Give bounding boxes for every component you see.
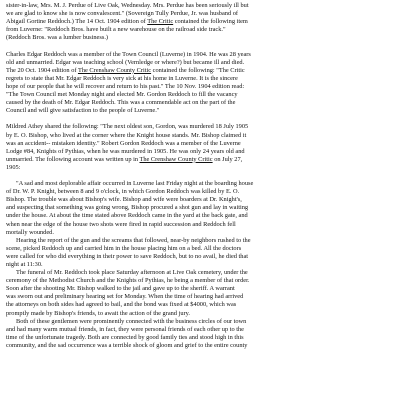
text-line — [6, 123, 394, 131]
text-line — [6, 212, 394, 220]
paragraph-spacer — [6, 115, 394, 123]
text-segment: Hearing the report of the gun and the screams that followed, near-by neighbors rushed to the — [16, 236, 251, 244]
text-segment: Abigail Gortine Reddoch.) The 14 Oct. 1904 edition of — [6, 18, 148, 26]
text-line — [6, 293, 394, 301]
text-line — [6, 83, 394, 91]
text-segment: was an accident-- mistaken identity." Robert Gordon Reddoch was a member of the Luverne — [6, 139, 241, 147]
text-segment: Mildred Athey shared the following: "The next oldest son, Gordon, was murdered 18 July 1905 — [6, 123, 249, 131]
text-segment: were called for who did everything in their power to save Reddoch, but to no avail, he died that — [6, 252, 249, 260]
text-segment: unmarried. The following account was written up in — [6, 155, 140, 163]
text-segment: Both of these gentlemen were prominently connected with the business circles of our town — [16, 317, 247, 325]
text-line — [6, 221, 394, 229]
text-line — [6, 285, 394, 293]
text-line — [6, 310, 394, 318]
text-segment: sister-in-law, Mrs. M. J. Perdue of Live Oak, Wednesday. Mrs. Perdue has been seriously ill but — [6, 2, 249, 9]
text-line — [6, 156, 394, 164]
text-line — [6, 196, 394, 204]
text-segment: night at 11:30. — [6, 261, 43, 268]
text-line — [6, 269, 394, 277]
paragraph-p5 — [6, 237, 394, 269]
text-line — [6, 26, 394, 34]
text-segment: and suspecting that something was going wrong, Bishop procured a shot gun and lay in waiting — [6, 204, 249, 212]
paragraph-p4 — [6, 180, 394, 237]
text-line — [6, 180, 394, 188]
text-line — [6, 10, 394, 18]
text-line — [6, 261, 394, 269]
paragraph-p6 — [6, 269, 394, 318]
text-segment: The 20 Oct. 1904 edition of — [6, 66, 78, 74]
paragraph-p1 — [6, 2, 394, 42]
text-line — [6, 164, 394, 172]
text-line — [6, 204, 394, 212]
text-segment: from Luverne: "Reddoch Bros. have built a new warehouse on the railroad side track." — [6, 26, 226, 34]
text-line — [6, 301, 394, 309]
text-segment: community, and the sad occurrence was a terrible shock of gloom and grief to the entire county — [6, 341, 248, 349]
text-segment: on July 27, — [212, 155, 243, 163]
text-line — [6, 132, 394, 140]
text-segment: of Dr. W. P. Knight, between 8 and 9 o'clock, in which Gordon Reddoch was killed by E. O. — [6, 188, 240, 196]
text-segment: hope of our people that he will recover and return to his past." The 10 Nov. 1904 edition read: — [6, 82, 245, 90]
text-line — [6, 18, 394, 26]
text-segment: by E. O. Bishop, who lived at the corner where the Knight house stands. Mr. Bishop claimed it — [6, 131, 247, 139]
text-segment: "The Town Council met Monday night and elected Mr. Gordon Reddoch to fill the vacancy — [6, 91, 238, 99]
text-segment: ceremony of the Methodist Church and the Knights of Pythias, he being a member of that order. — [6, 277, 250, 285]
text-segment: regrets to state that Mr. Edgar Reddoch is very sick at his home in Luverne. It is the sincere — [6, 74, 238, 82]
text-segment: old and unmarried. Edgar was teaching school (Vernledge or where?) but became ill and died. — [6, 58, 245, 66]
text-segment: the attorneys on both sides had agreed to bail, and the bond was fixed at $4000, which was — [6, 301, 237, 309]
text-line — [6, 99, 394, 107]
text-segment: caused by the death of Mr. Edgar Reddoch. This was a commendable act on the part of the — [6, 99, 236, 107]
text-segment: contained the following: "The Critic — [151, 66, 245, 74]
text-line — [6, 229, 394, 237]
text-line — [6, 34, 394, 42]
text-segment: and had many warm mutual friends, in fact, they were personal friends of each other up to the — [6, 325, 244, 333]
text-segment: 1905: — [6, 163, 21, 171]
text-segment: when near the edge of the house two shots were fired in rapid succession and Reddoch fell — [6, 220, 236, 228]
text-line — [6, 237, 394, 245]
text-line — [6, 245, 394, 253]
paragraph-p2 — [6, 51, 394, 116]
paragraph-spacer — [6, 42, 394, 50]
paragraph-spacer — [6, 172, 394, 180]
text-segment: The funeral of Mr. Reddoch took place Saturday afternoon at Live Oak cemetery, under the — [16, 269, 248, 277]
text-line — [6, 51, 394, 59]
text-segment: Charles Edgar Reddoch was a member of the Town Council (Luverne) in 1904. He was 28 years — [6, 50, 251, 58]
text-line — [6, 188, 394, 196]
text-line — [6, 140, 394, 148]
text-segment: Council and will give satisfaction to the people of Luverne." — [6, 107, 160, 115]
text-line — [6, 253, 394, 261]
text-line — [6, 107, 394, 115]
text-line — [6, 67, 394, 75]
text-line — [6, 277, 394, 285]
text-line — [6, 91, 394, 99]
paragraph-p7 — [6, 318, 394, 350]
text-segment: Bishop. The trouble was about Bishop's wife. Bishop and wife were boarders at Dr. Knight's, — [6, 196, 242, 204]
text-line — [6, 75, 394, 83]
text-segment: contained the following item — [173, 18, 248, 26]
text-line — [6, 342, 394, 350]
text-line — [6, 318, 394, 326]
publication-title: The Crenshaw County Critic — [77, 66, 152, 74]
text-segment: time of the unfortunate tragedy. Both are connected by good family ties and stood high in this — [6, 333, 244, 341]
text-segment: mortally wounded. — [6, 228, 54, 236]
text-segment: Lodge #84, Knights of Pythias, when he was murdered in 1905. He was only 24 years old and — [6, 147, 245, 155]
text-segment: was sworn out and preliminary hearing set for Monday. When the time of hearing had arrived — [6, 293, 244, 301]
text-line — [6, 148, 394, 156]
publication-title: The Crenshaw County Critic — [139, 155, 213, 163]
text-segment: promptly made by Bishop's friends, to await the action of the grand jury. — [6, 309, 190, 317]
text-segment: "A sad and most deplorable affair occurred in Luverne last Friday night at the boarding house — [16, 180, 254, 188]
text-line — [6, 2, 394, 10]
text-line — [6, 326, 394, 334]
text-segment: we are glad to know she is now convalescent." (Sovereign Tully Perdue, Jr. was husband of — [6, 10, 238, 18]
text-segment: under the house. At about the time stated above Reddoch came in the yard at the back gate, and — [6, 212, 248, 220]
paragraph-p3 — [6, 123, 394, 172]
text-segment: (Reddoch Bros. was a lumber business.) — [6, 34, 109, 42]
text-line — [6, 334, 394, 342]
text-segment: Soon after the shooting Mr. Bishop walked to the jail and gave up to the sheriff. A warrant — [6, 285, 235, 293]
text-line — [6, 59, 394, 67]
publication-title: The Critic — [147, 18, 174, 26]
text-segment: scene, picked Reddoch up and carried him in the house placing him on a bed. All the doctors — [6, 244, 242, 252]
